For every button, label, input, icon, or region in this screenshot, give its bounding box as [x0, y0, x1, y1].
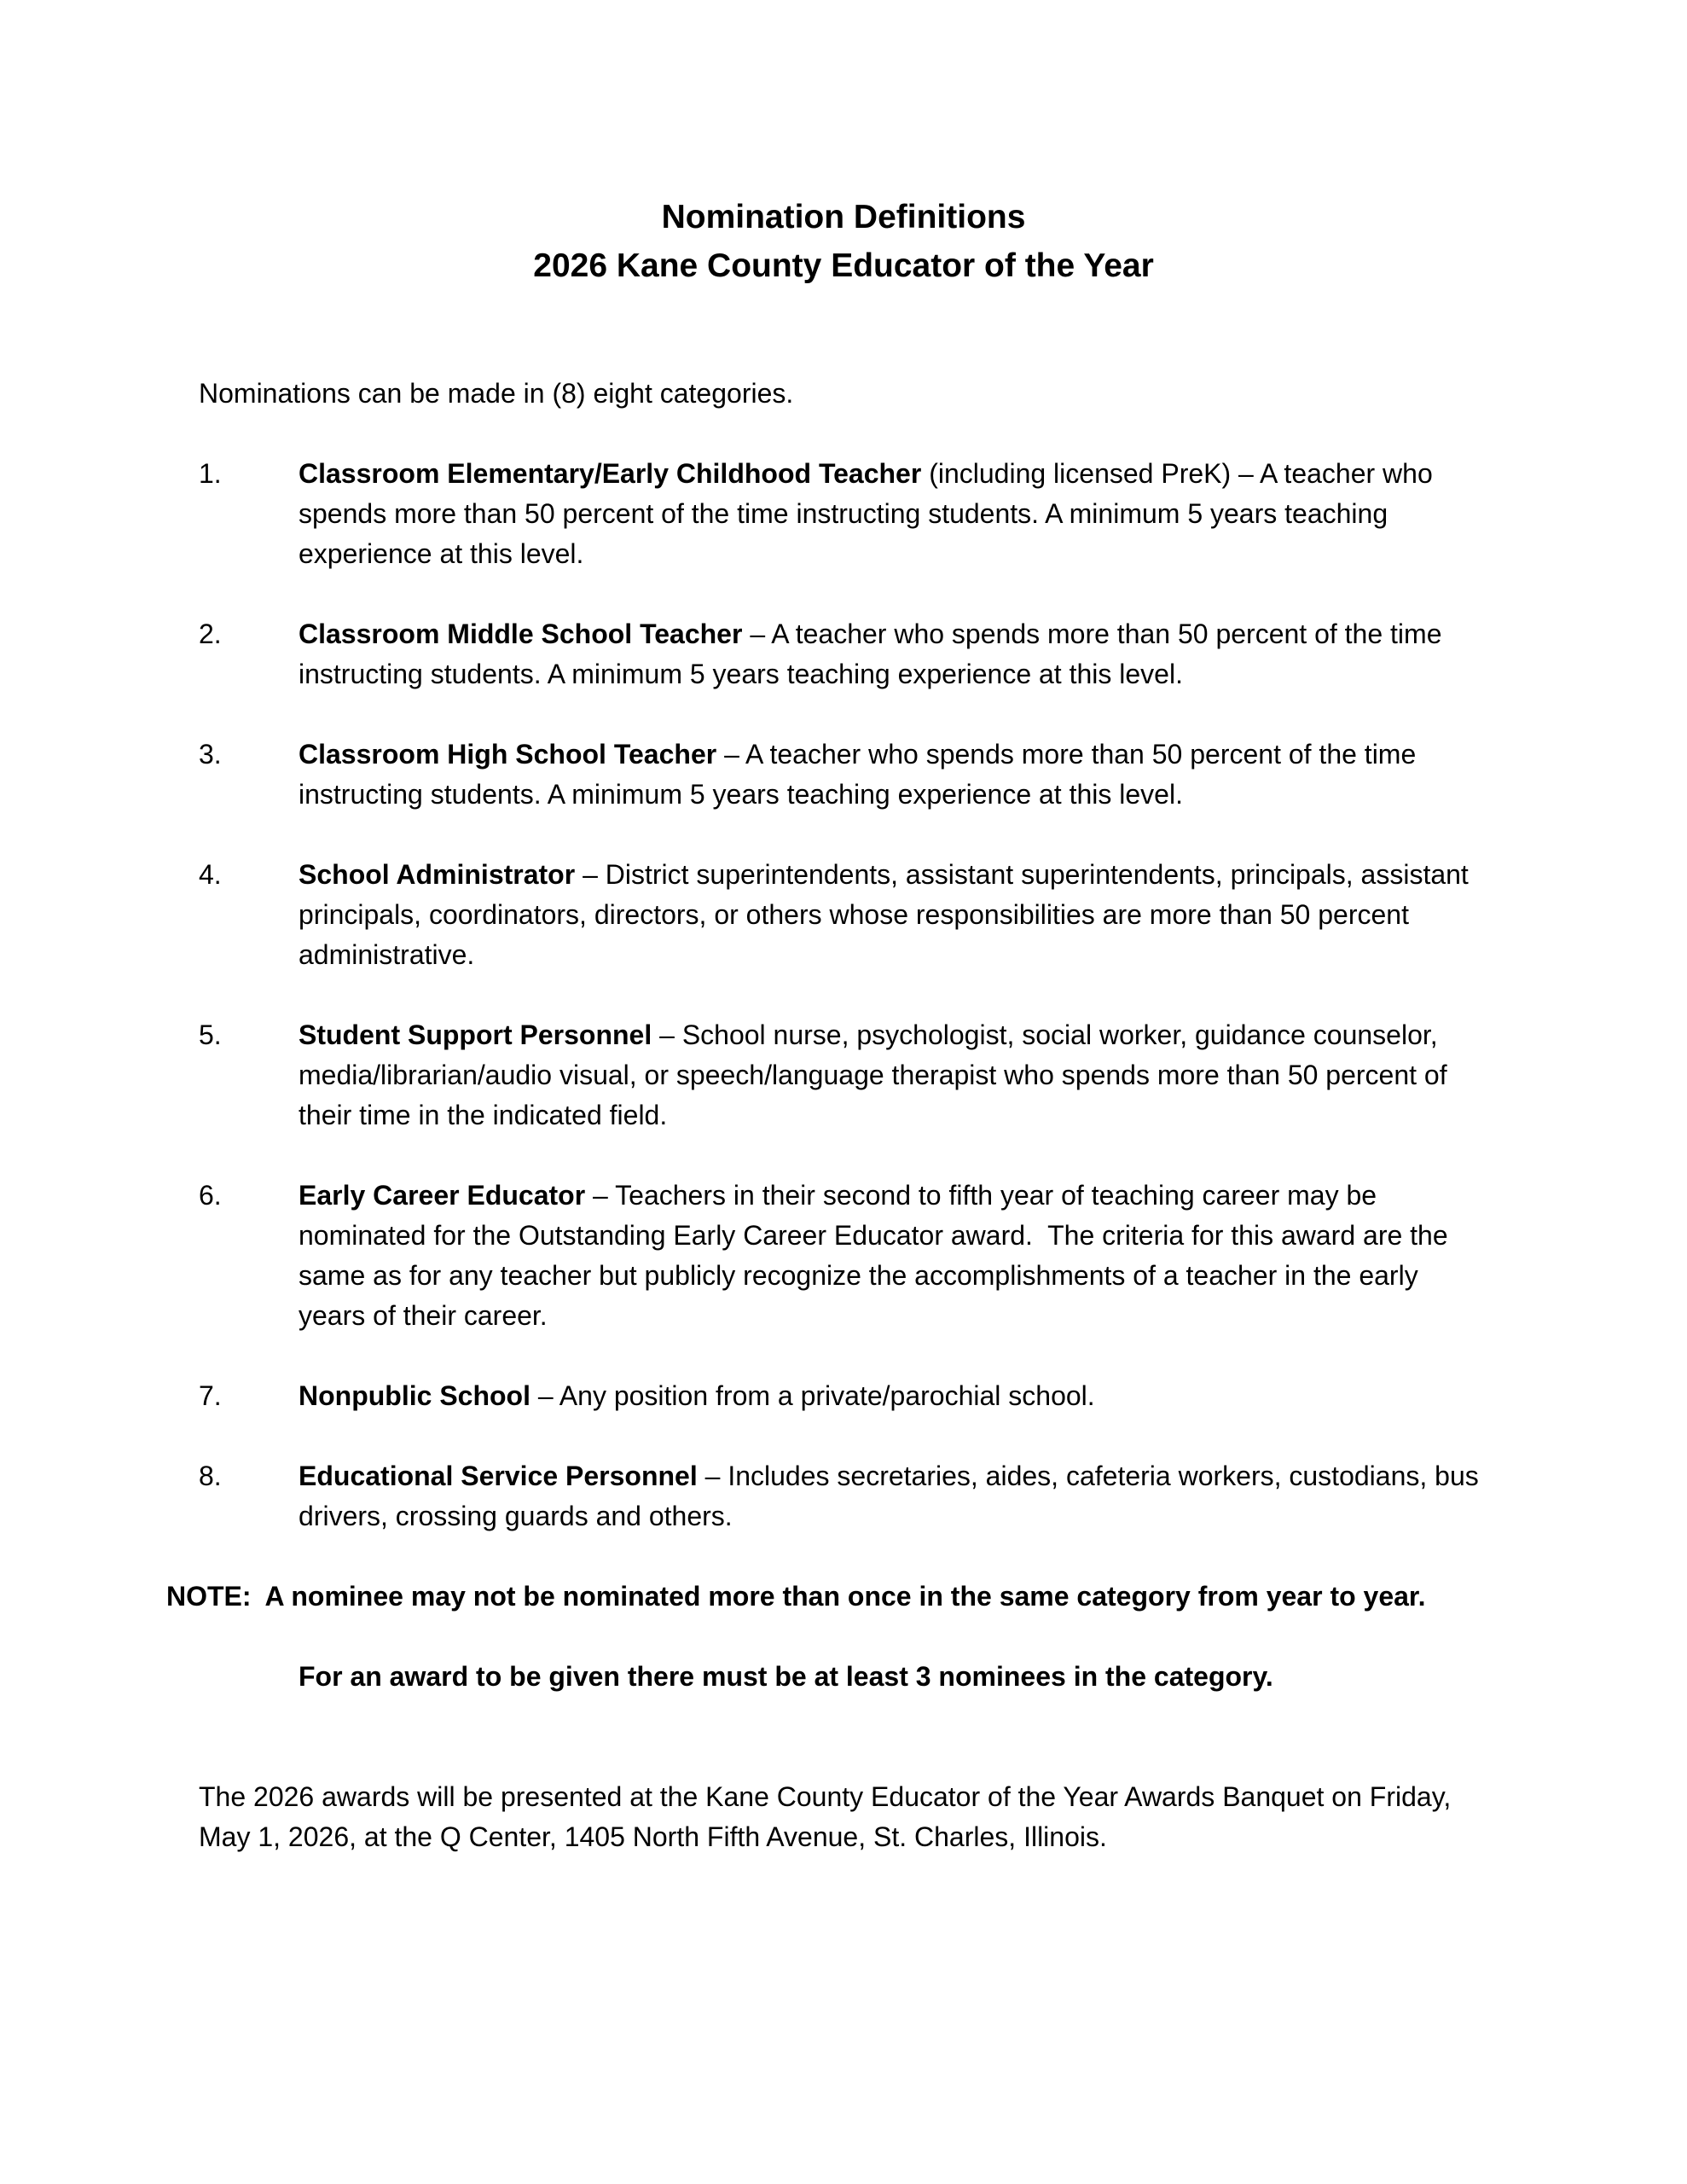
category-item-5 [199, 1015, 1488, 1136]
category-number: 2. [199, 619, 222, 649]
title-line-2: 2026 Kane County Educator of the Year [533, 247, 1154, 284]
category-item-6 [199, 1176, 1488, 1336]
category-title: Student Support Personnel [299, 1019, 652, 1050]
category-description: – A teacher who spends more than 50 percent of the time instructing students. A minimum 5 years teaching experience at this level. [299, 739, 1424, 810]
category-item-7 [199, 1376, 1488, 1416]
category-description: – School nurse, psychologist, social worker, guidance counselor, media/librarian/audio visual, or speech/language therapist who spends more than 50 percent of their time in the indicated field. [299, 1019, 1455, 1130]
category-title: Educational Service Personnel [299, 1461, 698, 1491]
category-description: – Teachers in their second to fifth year of teaching career may be nominated for the Outstanding Early Career Educator award. The criteria for this award are the same as for any teacher but publicly recognize the accomplishments of a teacher in the early years of their career. [299, 1180, 1456, 1331]
category-title: Classroom Middle School Teacher [299, 619, 743, 649]
category-item-1 [199, 454, 1488, 574]
note-label: NOTE: [166, 1581, 252, 1612]
note-line [166, 1577, 1488, 1617]
note-text: A nominee may not be nominated more than once in the same category from year to year. [264, 1581, 1426, 1612]
category-number: 8. [199, 1461, 222, 1491]
document-title [199, 193, 1488, 290]
closing-paragraph: The 2026 awards will be presented at the Kane County Educator of the Year Awards Banquet on Friday, May 1, 2026, at the Q Center, 1405 North Fifth Avenue, St. Charles, Illinois. [199, 1781, 1452, 1852]
category-number: 4. [199, 859, 222, 890]
category-item-2 [199, 614, 1488, 694]
category-number: 3. [199, 739, 222, 770]
category-title: Early Career Educator [299, 1180, 586, 1211]
category-text [299, 1176, 1488, 1336]
title-line-1: Nomination Definitions [661, 199, 1026, 235]
category-text [299, 454, 1488, 574]
category-title: Classroom Elementary/Early Childhood Teacher [299, 458, 922, 489]
category-number: 5. [199, 1019, 222, 1050]
intro-text: Nominations can be made in (8) eight categories. [199, 378, 794, 409]
category-title: School Administrator [299, 859, 576, 890]
category-item-4 [199, 855, 1488, 975]
category-text [299, 1015, 1488, 1136]
category-description: – District superintendents, assistant superintendents, principals, assistant principals, coordinators, directors, or others whose responsibilities are more than 50 percent administrative. [299, 859, 1476, 970]
category-description: – A teacher who spends more than 50 percent of the time instructing students. A minimum 5 years teaching experience at this level. [299, 619, 1450, 689]
category-text [299, 1456, 1488, 1536]
category-text [299, 735, 1488, 815]
category-item-8 [199, 1456, 1488, 1536]
category-number: 7. [199, 1380, 222, 1411]
note-secondary: For an award to be given there must be at least 3 nominees in the category. [299, 1661, 1273, 1692]
category-text [299, 855, 1488, 975]
category-number: 6. [199, 1180, 222, 1211]
category-text [299, 1376, 1488, 1416]
category-description: – Includes secretaries, aides, cafeteria workers, custodians, bus drivers, crossing guards and others. [299, 1461, 1487, 1531]
category-text [299, 614, 1488, 694]
category-description: – Any position from a private/parochial school. [530, 1380, 1095, 1411]
category-title: Nonpublic School [299, 1380, 530, 1411]
category-description: (including licensed PreK) – A teacher who spends more than 50 percent of the time instructing students. A minimum 5 years teaching experience at this level. [299, 458, 1441, 569]
category-title: Classroom High School Teacher [299, 739, 717, 770]
category-item-3 [199, 735, 1488, 815]
category-number: 1. [199, 458, 222, 489]
